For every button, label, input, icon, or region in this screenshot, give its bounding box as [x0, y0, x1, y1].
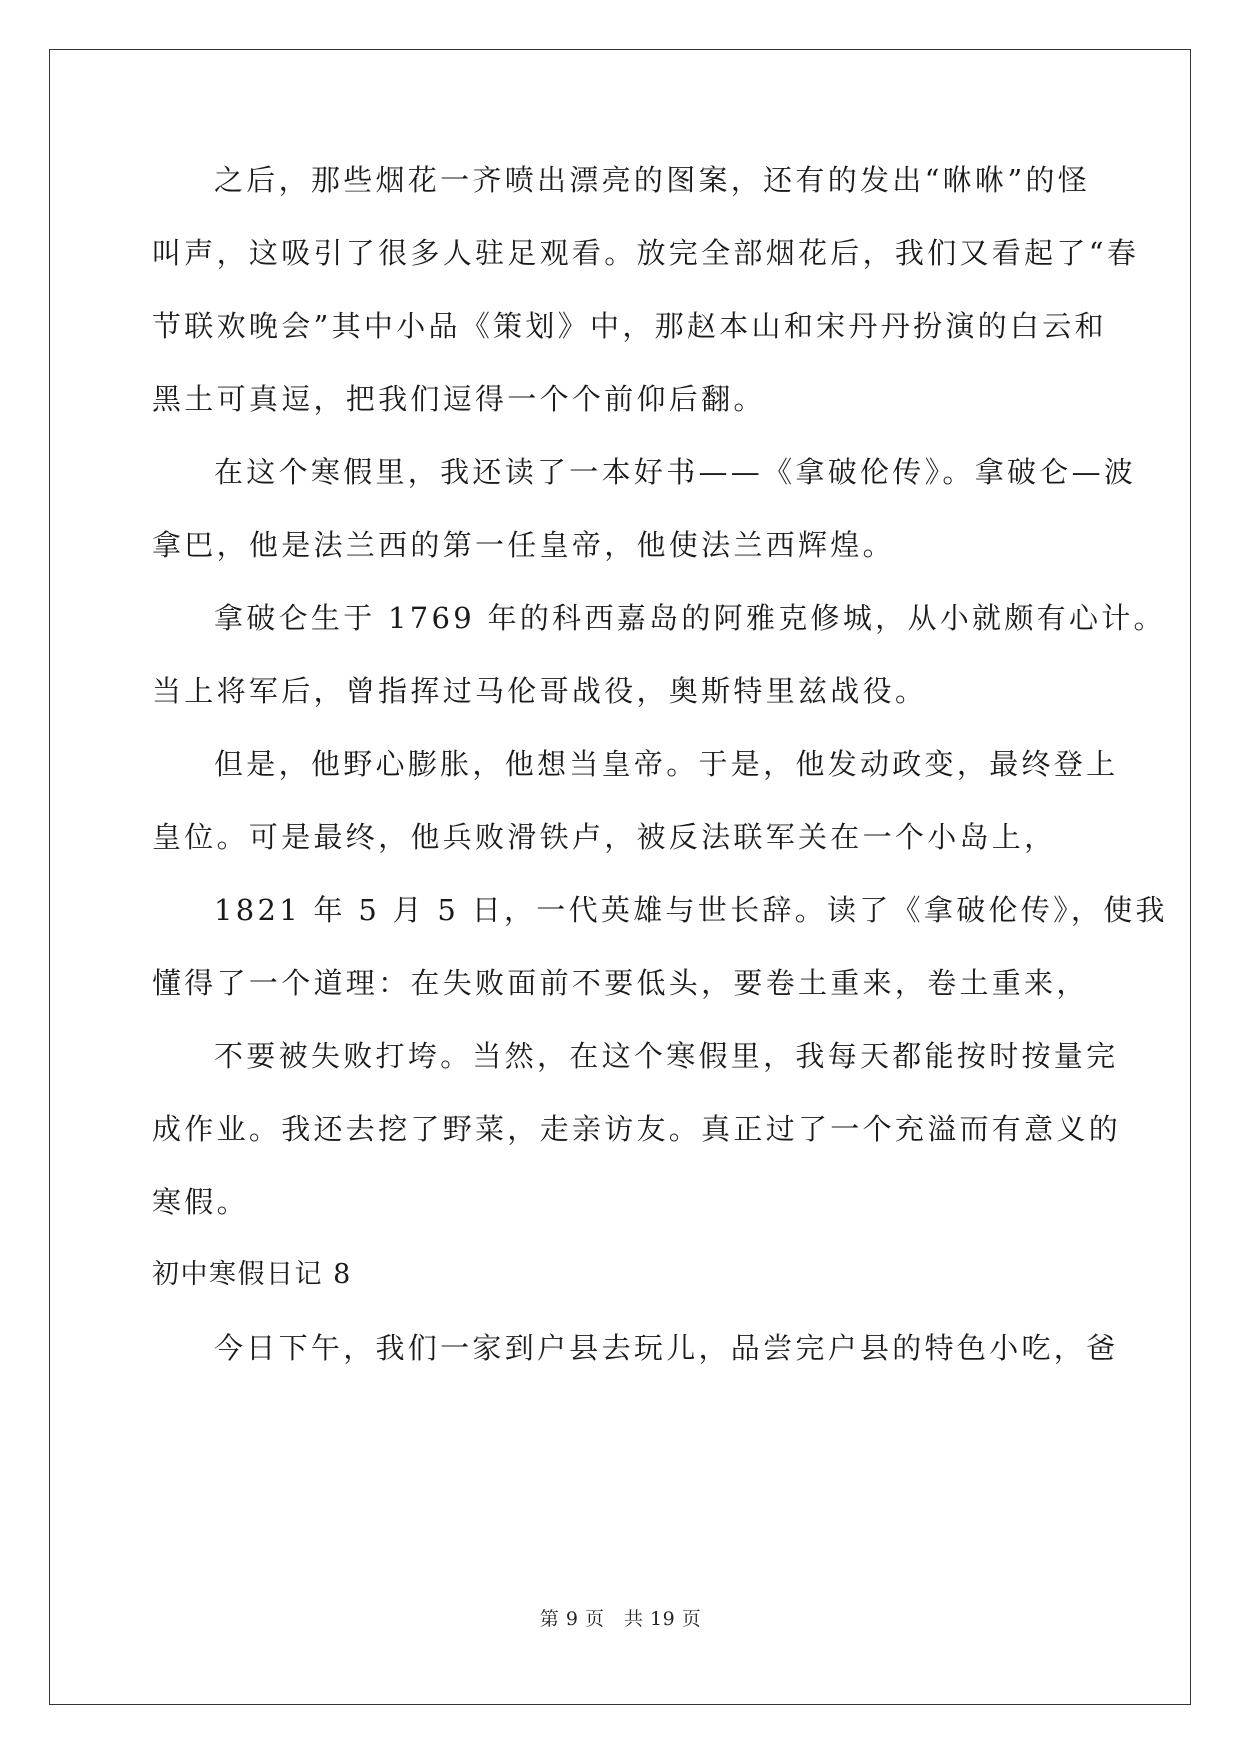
page-number: 第 9 页 共 19 页 — [539, 1608, 702, 1630]
text-line: 皇位。可是最终，他兵败滑铁卢，被反法联军关在一个小岛上， — [152, 820, 1057, 854]
page-border — [49, 49, 1191, 1705]
text-line: 在这个寒假里，我还读了一本好书——《拿破伦传》。拿破仑—波 — [214, 455, 1137, 489]
text-line: 拿巴，他是法兰西的第一任皇帝，他使法兰西辉煌。 — [152, 528, 895, 562]
text-line: 但是，他野心膨胀，他想当皇帝。于是，他发动政变，最终登上 — [214, 747, 1119, 781]
text-line: 懂得了一个道理：在失败面前不要低头，要卷土重来，卷土重来， — [152, 966, 1089, 1000]
text-line: 之后，那些烟花一齐喷出漂亮的图案，还有的发出“咻咻”的怪 — [214, 163, 1091, 197]
section-heading: 初中寒假日记 8 — [152, 1259, 352, 1290]
text-line: 黑土可真逗，把我们逗得一个个前仰后翻。 — [152, 382, 766, 416]
page-footer — [0, 1604, 1241, 1631]
text-line: 今日下午，我们一家到户县去玩儿，品尝完户县的特色小吃，爸 — [214, 1331, 1119, 1365]
text-line: 拿破仑生于 1769 年的科西嘉岛的阿雅克修城，从小就颇有心计。 — [214, 601, 1166, 635]
text-line: 叫声，这吸引了很多人驻足观看。放完全部烟花后，我们又看起了“春 — [152, 236, 1140, 270]
text-line: 成作业。我还去挖了野菜，走亲访友。真正过了一个充溢而有意义的 — [152, 1112, 1122, 1146]
text-line: 当上将军后，曾指挥过马伦哥战役，奥斯特里兹战役。 — [152, 674, 928, 708]
text-line: 不要被失败打垮。当然，在这个寒假里，我每天都能按时按量完 — [214, 1039, 1119, 1073]
text-line: 1821 年 5 月 5 日，一代英雄与世长辞。读了《拿破伦传》，使我 — [214, 893, 1168, 927]
text-line: 寒假。 — [152, 1185, 249, 1219]
text-line: 节联欢晚会”其中小品《策划》中，那赵本山和宋丹丹扮演的白云和 — [152, 309, 1107, 343]
